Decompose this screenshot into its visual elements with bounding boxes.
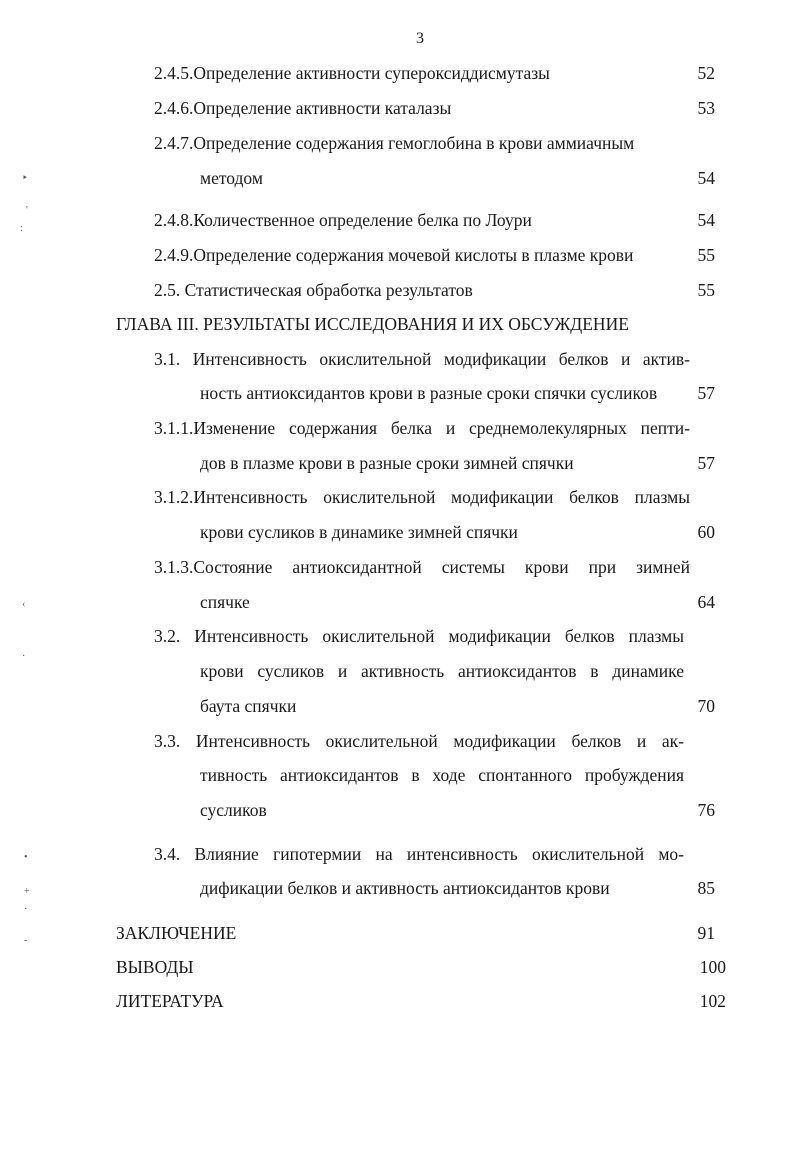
toc-page-3-2: 70 xyxy=(697,696,715,716)
scan-speck: - xyxy=(24,935,28,946)
toc-chapter-3: ГЛАВА III. РЕЗУЛЬТАТЫ ИССЛЕДОВАНИЯ И ИХ ОБСУЖДЕНИЕ xyxy=(116,314,629,334)
toc-page-2-5: 55 xyxy=(697,280,715,300)
toc-page-3-1: 57 xyxy=(697,383,715,403)
toc-entry-3-3-line3: сусликов xyxy=(200,800,267,820)
toc-entry-3-2-line3: баута спячки xyxy=(200,696,297,716)
toc-entry-2-4-8: 2.4.8.Количественное определение белка по Лоури xyxy=(154,210,532,230)
scan-speck: · xyxy=(24,904,28,915)
toc-entry-3-1-2-line1: 3.1.2.Интенсивность окислительной модификации белков плазмы xyxy=(154,487,690,507)
toc-entry-3-1-1-line2: дов в плазме крови в разные сроки зимней спячки xyxy=(200,453,574,473)
toc-page-3-1-2: 60 xyxy=(697,522,715,542)
toc-entry-2-4-7-line1: 2.4.7.Определение содержания гемоглобина в крови аммиачным xyxy=(154,133,635,153)
toc-page-2-4-5: 52 xyxy=(697,63,715,83)
toc-entry-3-1-2-line2: крови сусликов в динамике зимней спячки xyxy=(200,522,518,542)
toc-entry-3-4-line1: 3.4. Влияние гипотермии на интенсивность окислительной мо- xyxy=(154,844,684,864)
toc-entry-3-4-line2: дификации белков и активность антиоксидантов крови xyxy=(200,878,610,898)
scan-speck: : xyxy=(20,223,23,234)
toc-entry-3-3-line1: 3.3. Интенсивность окислительной модификации белков и ак- xyxy=(154,731,684,751)
toc-page-2-4-8: 54 xyxy=(697,210,715,230)
toc-page-2-4-7: 54 xyxy=(697,168,715,188)
toc-entry-2-4-5: 2.4.5.Определение активности супероксиддисмутазы xyxy=(154,63,550,83)
scan-speck: · xyxy=(22,651,26,662)
toc-conclusion: ЗАКЛЮЧЕНИЕ xyxy=(116,923,237,943)
toc-entry-3-1-line1: 3.1. Интенсивность окислительной модификации белков и актив- xyxy=(154,349,690,369)
toc-entry-2-4-6: 2.4.6.Определение активности каталазы xyxy=(154,98,452,118)
toc-page-2-4-9: 55 xyxy=(697,245,715,265)
scan-speck: ‹ xyxy=(22,599,26,610)
toc-literature: ЛИТЕРАТУРА xyxy=(116,991,224,1011)
scan-speck: ‣ xyxy=(22,173,28,184)
scan-speck: ' xyxy=(26,205,28,216)
page-number: 3 xyxy=(416,30,424,47)
scan-speck: • xyxy=(24,852,28,863)
toc-page-2-4-6: 53 xyxy=(697,98,715,118)
toc-entry-3-2-line2: крови сусликов и активность антиоксидантов в динамике xyxy=(200,661,684,681)
toc-entry-3-1-3-line1: 3.1.3.Состояние антиоксидантной системы крови при зимней xyxy=(154,557,690,577)
toc-entry-2-4-9: 2.4.9.Определение содержания мочевой кислоты в плазме крови xyxy=(154,245,634,265)
toc-page-findings: 100 xyxy=(699,957,726,977)
toc-page-3-1-3: 64 xyxy=(697,592,715,612)
toc-page-3-3: 76 xyxy=(697,800,715,820)
scan-speck: + xyxy=(24,886,30,897)
toc-findings: ВЫВОДЫ xyxy=(116,957,194,977)
toc-entry-3-3-line2: тивность антиоксидантов в ходе спонтанного пробуждения xyxy=(200,765,684,785)
toc-entry-2-5: 2.5. Статистическая обработка результатов xyxy=(154,280,473,300)
toc-page-3-4: 85 xyxy=(697,878,715,898)
toc-page-3-1-1: 57 xyxy=(697,453,715,473)
toc-entry-2-4-7-line2: методом xyxy=(200,168,263,188)
toc-page-conclusion: 91 xyxy=(697,923,715,943)
toc-entry-3-1-1-line1: 3.1.1.Изменение содержания белка и среднемолекулярных пепти- xyxy=(154,418,690,438)
toc-entry-3-2-line1: 3.2. Интенсивность окислительной модификации белков плазмы xyxy=(154,626,684,646)
toc-entry-3-1-line2: ность антиоксидантов крови в разные сроки спячки сусликов xyxy=(200,383,658,403)
toc-page-literature: 102 xyxy=(699,991,726,1011)
toc-entry-3-1-3-line2: спячке xyxy=(200,592,250,612)
